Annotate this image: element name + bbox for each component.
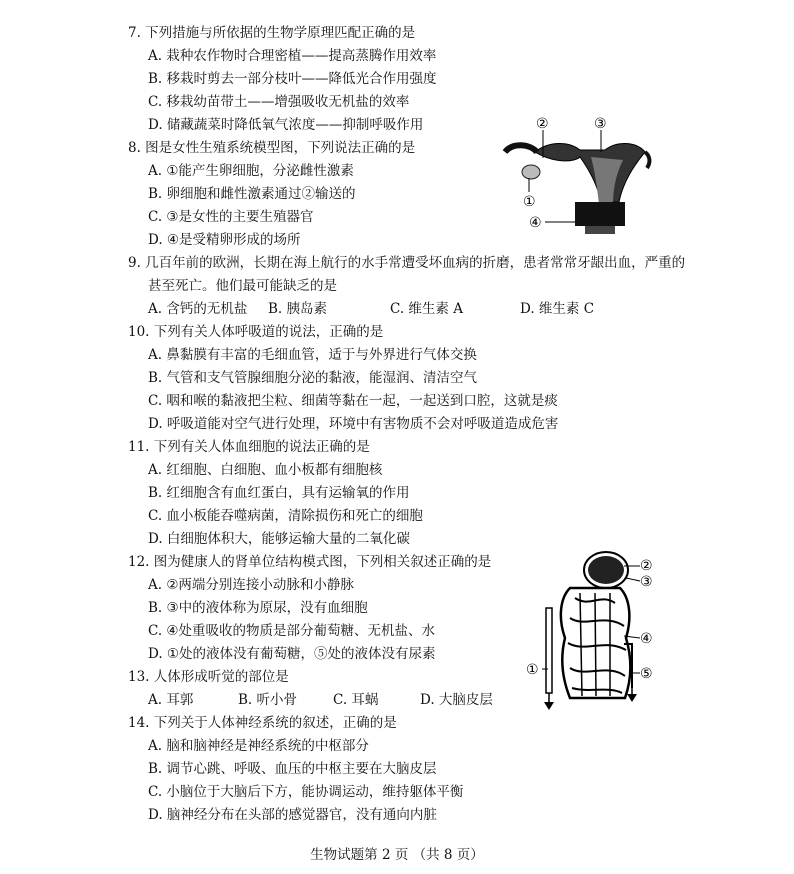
q9-option-c: C. 维生素 A <box>390 301 463 317</box>
q14-option-c: C. 小脑位于大脑后下方，能协调运动，维持躯体平衡 <box>148 784 464 800</box>
fig8-label-4: ④ <box>529 215 542 231</box>
q9-option-d: D. 维生素 C <box>520 301 595 317</box>
fig12-label-3: ③ <box>640 574 653 590</box>
q13-option-d: D. 大脑皮层 <box>420 692 493 708</box>
q9-stem-line2: 甚至死亡。他们最可能缺乏的是 <box>148 278 337 294</box>
q9-option-b: B. 胰岛素 <box>268 301 328 317</box>
q13-option-b: B. 听小骨 <box>238 692 298 708</box>
q11-stem: 11. 下列有关人体血细胞的说法正确的是 <box>128 439 370 455</box>
q10-option-d: D. 呼吸道能对空气进行处理，环境中有害物质不会对呼吸道造成危害 <box>148 416 559 432</box>
q12-option-d: D. ①处的液体没有葡萄糖，⑤处的液体没有尿素 <box>148 646 436 662</box>
fig12-label-5: ⑤ <box>640 666 653 682</box>
q10-stem: 10. 下列有关人体呼吸道的说法，正确的是 <box>128 324 384 340</box>
fig8-label-2: ② <box>536 116 549 132</box>
fig12-label-4: ④ <box>640 631 653 647</box>
fig8-label-1: ① <box>523 194 536 210</box>
q7-option-d: D. 储藏蔬菜时降低氧气浓度——抑制呼吸作用 <box>148 117 424 133</box>
page-footer: 生物试题第 2 页 （共 8 页） <box>310 847 484 863</box>
q7-option-b: B. 移栽时剪去一部分枝叶——降低光合作用强度 <box>148 71 437 87</box>
q7-option-a: A. 栽种农作物时合理密植——提高蒸腾作用效率 <box>148 48 437 64</box>
fig8-label-3: ③ <box>594 116 607 132</box>
q7-option-c: C. 移栽幼苗带土——增强吸收无机盐的效率 <box>148 94 410 110</box>
q14-option-a: A. 脑和脑神经是神经系统的中枢部分 <box>148 738 369 754</box>
q8-option-b: B. 卵细胞和雌性激素通过②输送的 <box>148 186 356 202</box>
q8-option-d: D. ④是受精卵形成的场所 <box>148 232 301 248</box>
q9-stem-line1: 9. 几百年前的欧洲，长期在海上航行的水手常遭受坏血病的折磨，患者常常牙龈出血，严重的 <box>128 255 686 271</box>
q14-option-d: D. 脑神经分布在头部的感觉器官，没有通向内脏 <box>148 807 437 823</box>
q13-stem: 13. 人体形成听觉的部位是 <box>128 669 289 685</box>
q11-option-d: D. 白细胞体积大，能够运输大量的二氧化碳 <box>148 531 410 547</box>
q13-option-a: A. 耳郭 <box>148 692 194 708</box>
q14-stem: 14. 下列关于人体神经系统的叙述，正确的是 <box>128 715 397 731</box>
q12-option-b: B. ③中的液体称为原尿，没有血细胞 <box>148 600 368 616</box>
female-reproductive-system-figure <box>495 112 655 240</box>
q13-option-c: C. 耳蜗 <box>333 692 379 708</box>
q12-option-a: A. ②两端分别连接小动脉和小静脉 <box>148 577 354 593</box>
q8-option-c: C. ③是女性的主要生殖器官 <box>148 209 314 225</box>
q8-option-a: A. ①能产生卵细胞，分泌雌性激素 <box>148 163 354 179</box>
q14-option-b: B. 调节心跳、呼吸、血压的中枢主要在大脑皮层 <box>148 761 437 777</box>
q11-option-a: A. 红细胞、白细胞、血小板都有细胞核 <box>148 462 383 478</box>
q11-option-b: B. 红细胞含有血红蛋白，具有运输氧的作用 <box>148 485 410 501</box>
q12-option-c: C. ④处重吸收的物质是部分葡萄糖、无机盐、水 <box>148 623 436 639</box>
fig12-label-2: ② <box>640 558 653 574</box>
fig12-label-1: ① <box>526 662 539 678</box>
q8-stem: 8. 图是女性生殖系统模型图，下列说法正确的是 <box>128 140 416 156</box>
q10-option-b: B. 气管和支气管腺细胞分泌的黏液，能湿润、清洁空气 <box>148 370 478 386</box>
q11-option-c: C. 血小板能吞噬病菌，清除损伤和死亡的细胞 <box>148 508 423 524</box>
q10-option-a: A. 鼻黏膜有丰富的毛细血管，适于与外界进行气体交换 <box>148 347 477 363</box>
q10-option-c: C. 咽和喉的黏液把尘粒、细菌等黏在一起，一起送到口腔，这就是痰 <box>148 393 558 409</box>
q9-option-a: A. 含钙的无机盐 <box>148 301 248 317</box>
q7-stem: 7. 下列措施与所依据的生物学原理匹配正确的是 <box>128 25 416 41</box>
q12-stem: 12. 图为健康人的肾单位结构模式图，下列相关叙述正确的是 <box>128 554 492 570</box>
